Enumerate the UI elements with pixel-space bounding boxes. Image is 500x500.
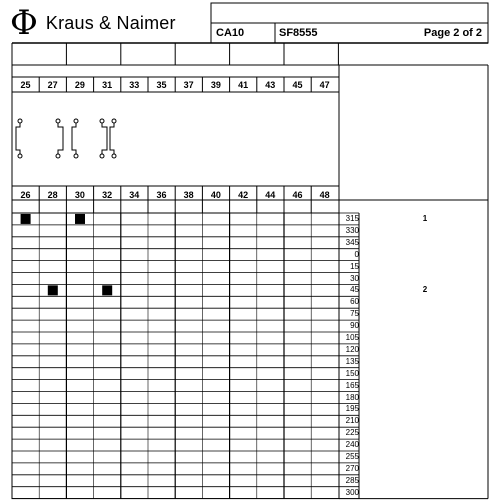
closed-contact-marker (75, 214, 85, 224)
brand-name: Kraus & Naimer (45, 12, 176, 33)
terminal-circle-bottom (56, 154, 60, 158)
terminal-circle-top (74, 119, 78, 123)
terminal-top-37: 37 (183, 80, 194, 90)
terminal-circle-top (18, 119, 22, 123)
angle-240: 240 (345, 440, 359, 450)
terminal-top-41: 41 (238, 80, 249, 90)
angle-180: 180 (345, 392, 359, 402)
terminal-bottom-30: 30 (74, 190, 85, 200)
terminal-top-31: 31 (102, 80, 113, 90)
terminal-bottom-38: 38 (183, 190, 194, 200)
angle-15: 15 (350, 261, 359, 271)
terminal-circle-top (100, 119, 104, 123)
terminal-bottom-32: 32 (102, 190, 113, 200)
angle-285: 285 (345, 475, 359, 485)
angle-315: 315 (345, 214, 359, 223)
terminal-circle-bottom (112, 154, 116, 158)
contact-symbol (16, 123, 20, 154)
contact-symbol (102, 123, 107, 154)
angle-90: 90 (350, 321, 359, 331)
angle-255: 255 (345, 452, 359, 461)
angle-0: 0 (354, 249, 359, 259)
terminal-top-47: 47 (319, 80, 330, 90)
position-label-2: 2 (422, 285, 428, 295)
terminal-bottom-34: 34 (129, 190, 140, 200)
page-number: Page 2 of 2 (423, 27, 482, 39)
terminal-bottom-36: 36 (156, 190, 167, 200)
brand-phi-symbol: Φ (10, 3, 38, 43)
program-code: SF8555 (279, 27, 318, 39)
terminal-top-33: 33 (129, 80, 140, 90)
angle-330: 330 (345, 225, 359, 235)
terminal-circle-bottom (18, 154, 22, 158)
terminal-circle-bottom (100, 154, 104, 158)
terminal-top-29: 29 (74, 80, 85, 90)
angle-345: 345 (345, 237, 359, 247)
angle-45: 45 (350, 285, 359, 295)
angle-300: 300 (345, 487, 359, 497)
angle-60: 60 (350, 297, 359, 307)
angle-120: 120 (345, 344, 359, 354)
angle-270: 270 (345, 463, 359, 473)
angle-30: 30 (350, 273, 359, 283)
closed-contact-marker (48, 285, 58, 295)
angle-225: 225 (345, 428, 359, 438)
terminal-top-25: 25 (20, 80, 31, 90)
angle-135: 135 (345, 356, 359, 366)
contact-symbol (72, 123, 76, 154)
terminal-top-39: 39 (210, 80, 221, 90)
terminal-bottom-48: 48 (319, 190, 330, 200)
angle-150: 150 (345, 368, 359, 378)
terminal-bottom-42: 42 (238, 190, 249, 200)
closed-contact-marker (21, 214, 31, 224)
contact-symbol (58, 123, 63, 154)
angle-165: 165 (345, 380, 359, 390)
terminal-bottom-28: 28 (47, 190, 58, 200)
terminal-circle-top (56, 119, 60, 123)
position-label-1: 1 (422, 214, 428, 223)
brand-logo (10, 3, 176, 43)
terminal-top-35: 35 (156, 80, 167, 90)
angle-195: 195 (345, 404, 359, 414)
terminal-top-27: 27 (47, 80, 58, 90)
terminal-bottom-40: 40 (210, 190, 221, 200)
angle-75: 75 (350, 309, 359, 319)
terminal-bottom-44: 44 (265, 190, 276, 200)
closed-contact-marker (102, 285, 112, 295)
terminal-top-45: 45 (292, 80, 303, 90)
contact-symbol (110, 123, 114, 154)
terminal-top-43: 43 (265, 80, 276, 90)
angle-210: 210 (345, 416, 359, 426)
terminal-bottom-26: 26 (20, 190, 31, 200)
terminal-circle-bottom (74, 154, 78, 158)
terminal-circle-top (112, 119, 116, 123)
angle-105: 105 (345, 333, 359, 342)
type-code: CA10 (216, 27, 245, 39)
terminal-bottom-46: 46 (292, 190, 303, 200)
